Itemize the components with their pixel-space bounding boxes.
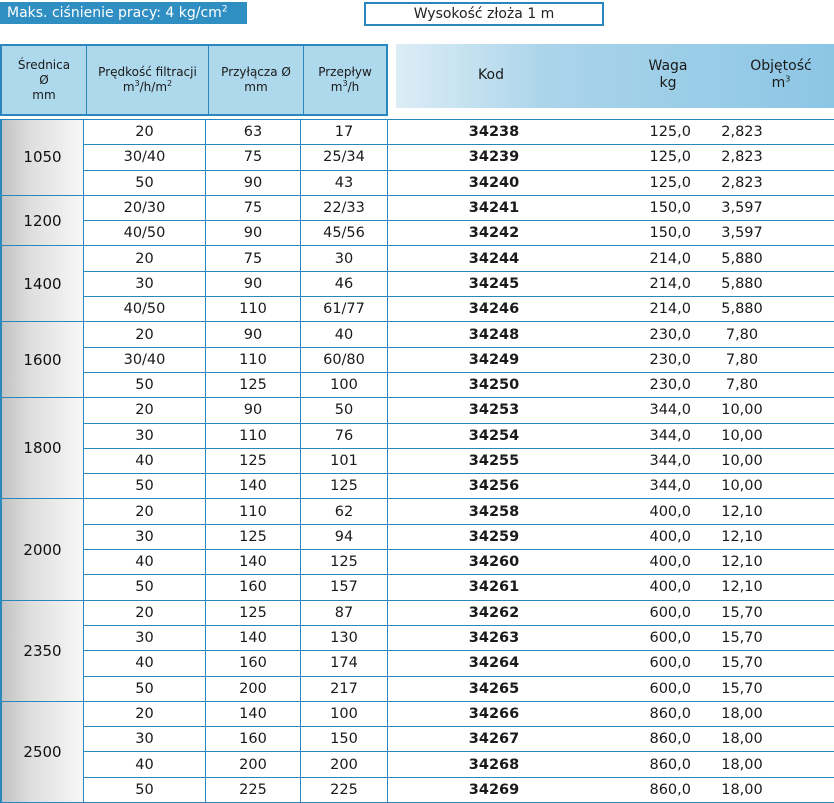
max-pressure-sup: 2 xyxy=(221,4,228,15)
weight-cell: 344,0 xyxy=(649,402,691,419)
volume-cell: 18,00 xyxy=(721,731,763,748)
code-cell: 34264 xyxy=(468,655,520,672)
table-row xyxy=(84,296,834,321)
code-cell: 34238 xyxy=(468,124,520,141)
speed-cell: 30/40 xyxy=(84,145,206,169)
table-row xyxy=(84,650,834,675)
flow-cell: 125 xyxy=(301,474,388,498)
speed-cell: 50 xyxy=(84,171,206,195)
bed-height-box: Wysokość złoża 1 m xyxy=(364,2,604,26)
code-cell: 34261 xyxy=(468,579,520,596)
flow-cell: 40 xyxy=(301,322,388,346)
connection-cell: 110 xyxy=(206,499,301,523)
table-row xyxy=(84,144,834,169)
weight-cell: 344,0 xyxy=(649,427,691,444)
max-pressure-text: Maks. ciśnienie pracy: 4 kg/cm xyxy=(7,5,222,21)
connection-cell: 125 xyxy=(206,525,301,549)
code-cell: 34250 xyxy=(468,377,520,394)
flow-cell: 50 xyxy=(301,398,388,422)
code-cell: 34267 xyxy=(468,731,520,748)
code-cell: 34269 xyxy=(468,781,520,798)
connection-cell: 160 xyxy=(206,727,301,751)
speed-cell: 50 xyxy=(84,677,206,701)
volume-cell: 3,597 xyxy=(721,225,763,242)
speed-cell: 40 xyxy=(84,752,206,776)
speed-cell: 20 xyxy=(84,398,206,422)
weight-cell: 600,0 xyxy=(649,630,691,647)
diameter-cell: 1050 xyxy=(0,120,84,195)
code-cell: 34246 xyxy=(468,301,520,318)
weight-cell: 125,0 xyxy=(649,124,691,141)
flow-cell: 150 xyxy=(301,727,388,751)
weight-cell: 214,0 xyxy=(649,250,691,267)
connection-cell: 160 xyxy=(206,575,301,599)
flow-cell: 25/34 xyxy=(301,145,388,169)
volume-cell: 10,00 xyxy=(721,402,763,419)
diameter-group xyxy=(0,397,834,498)
speed-cell: 40/50 xyxy=(84,221,206,245)
max-pressure-badge xyxy=(0,2,247,24)
weight-cell: 230,0 xyxy=(649,351,691,368)
volume-cell: 18,00 xyxy=(721,781,763,798)
weight-cell: 860,0 xyxy=(649,705,691,722)
weight-cell: 860,0 xyxy=(649,731,691,748)
col-header-przeplyw: Przepływ $m^3/h$ xyxy=(303,46,386,114)
speed-cell: 40 xyxy=(84,651,206,675)
connection-cell: 140 xyxy=(206,626,301,650)
connection-cell: 90 xyxy=(206,171,301,195)
code-cell: 34268 xyxy=(468,756,520,773)
weight-cell: 600,0 xyxy=(649,680,691,697)
code-cell: 34259 xyxy=(468,528,520,545)
speed-cell: 30 xyxy=(84,424,206,448)
table-row xyxy=(84,625,834,650)
volume-cell: 7,80 xyxy=(725,326,759,343)
connection-cell: 110 xyxy=(206,424,301,448)
table-row xyxy=(84,196,834,220)
weight-cell: 230,0 xyxy=(649,326,691,343)
table-row xyxy=(84,423,834,448)
weight-cell: 344,0 xyxy=(649,478,691,495)
code-cell: 34241 xyxy=(468,200,520,217)
volume-cell: 18,00 xyxy=(721,705,763,722)
connection-cell: 225 xyxy=(206,778,301,802)
diameter-group xyxy=(0,245,834,321)
flow-cell: 61/77 xyxy=(301,297,388,321)
flow-cell: 87 xyxy=(301,601,388,625)
code-cell: 34253 xyxy=(468,402,520,419)
diameter-cell: 1800 xyxy=(0,398,84,498)
flow-cell: 60/80 xyxy=(301,348,388,372)
volume-cell: 12,10 xyxy=(721,528,763,545)
code-cell: 34249 xyxy=(468,351,520,368)
table-row xyxy=(84,473,834,498)
diameter-cell: 1600 xyxy=(0,322,84,397)
col-header-przylacza: Przyłącza Ø mm xyxy=(208,46,303,114)
table-row xyxy=(84,398,834,422)
weight-cell: 400,0 xyxy=(649,528,691,545)
code-cell: 34239 xyxy=(468,149,520,166)
table-header-left xyxy=(0,44,388,116)
diameter-group xyxy=(0,701,834,803)
speed-cell: 40 xyxy=(84,449,206,473)
table-row xyxy=(84,601,834,625)
flow-cell: 30 xyxy=(301,246,388,270)
flow-cell: 200 xyxy=(301,752,388,776)
flow-cell: 157 xyxy=(301,575,388,599)
connection-cell: 63 xyxy=(206,120,301,144)
diameter-group xyxy=(0,119,834,195)
weight-cell: 400,0 xyxy=(649,503,691,520)
volume-cell: 10,00 xyxy=(721,453,763,469)
weight-cell: 600,0 xyxy=(649,604,691,621)
weight-cell: 214,0 xyxy=(649,301,691,318)
connection-cell: 125 xyxy=(206,449,301,473)
code-cell: 34242 xyxy=(468,225,520,242)
weight-cell: 125,0 xyxy=(649,174,691,191)
flow-cell: 217 xyxy=(301,677,388,701)
code-cell: 34265 xyxy=(468,680,520,697)
connection-cell: 125 xyxy=(206,373,301,397)
flow-cell: 22/33 xyxy=(301,196,388,220)
speed-cell: 50 xyxy=(84,575,206,599)
volume-cell: 7,80 xyxy=(725,377,759,394)
volume-cell: 10,00 xyxy=(721,478,763,495)
table-row xyxy=(84,170,834,195)
volume-cell: 15,70 xyxy=(721,604,763,621)
diameter-group xyxy=(0,321,834,397)
connection-cell: 90 xyxy=(206,221,301,245)
diameter-group xyxy=(0,195,834,246)
volume-cell: 5,880 xyxy=(721,301,763,318)
diameter-group xyxy=(0,498,834,599)
col-header-srednica: Średnica Ø mm xyxy=(17,57,71,102)
weight-cell: 400,0 xyxy=(649,579,691,596)
weight-cell: 214,0 xyxy=(649,275,691,292)
diameter-group xyxy=(0,600,834,701)
connection-cell: 140 xyxy=(206,702,301,726)
connection-cell: 90 xyxy=(206,322,301,346)
volume-cell: 5,880 xyxy=(721,275,763,292)
connection-cell: 90 xyxy=(206,272,301,296)
table-row xyxy=(84,120,834,144)
speed-cell: 20 xyxy=(84,702,206,726)
flow-cell: 125 xyxy=(301,550,388,574)
speed-cell: 50 xyxy=(84,474,206,498)
table-row xyxy=(84,448,834,473)
code-cell: 34248 xyxy=(468,326,520,343)
table-row xyxy=(84,220,834,245)
volume-cell: 3,597 xyxy=(721,200,763,217)
speed-cell: 30 xyxy=(84,626,206,650)
flow-cell: 100 xyxy=(301,702,388,726)
weight-cell: 344,0 xyxy=(649,453,691,469)
weight-cell: 860,0 xyxy=(649,781,691,798)
volume-cell: 7,80 xyxy=(725,351,759,368)
table-row xyxy=(84,726,834,751)
volume-cell: 12,10 xyxy=(721,503,763,520)
weight-cell: 400,0 xyxy=(649,554,691,571)
code-cell: 34240 xyxy=(468,174,520,191)
flow-cell: 101 xyxy=(301,449,388,473)
speed-cell: 50 xyxy=(84,778,206,802)
connection-cell: 200 xyxy=(206,677,301,701)
flow-cell: 17 xyxy=(301,120,388,144)
diameter-cell: 2350 xyxy=(0,601,84,701)
col-header-waga: Waga kg xyxy=(648,58,688,91)
speed-cell: 50 xyxy=(84,373,206,397)
flow-cell: 76 xyxy=(301,424,388,448)
col-header-kod: Kod xyxy=(478,67,504,83)
volume-cell: 2,823 xyxy=(721,149,763,166)
speed-cell: 20 xyxy=(84,322,206,346)
table-row xyxy=(84,676,834,701)
diameter-cell: 1200 xyxy=(0,196,84,246)
volume-cell: 12,10 xyxy=(721,579,763,596)
volume-cell: 5,880 xyxy=(721,250,763,267)
connection-cell: 75 xyxy=(206,246,301,270)
speed-cell: 20 xyxy=(84,601,206,625)
weight-cell: 230,0 xyxy=(649,377,691,394)
code-cell: 34255 xyxy=(468,453,520,469)
volume-cell: 12,10 xyxy=(721,554,763,571)
col-header-objetosc: Objętość $m^3$ xyxy=(750,58,812,91)
table-row xyxy=(84,322,834,346)
speed-cell: 30 xyxy=(84,272,206,296)
connection-cell: 110 xyxy=(206,348,301,372)
connection-cell: 90 xyxy=(206,398,301,422)
code-cell: 34260 xyxy=(468,554,520,571)
volume-cell: 15,70 xyxy=(721,680,763,697)
table-row xyxy=(84,702,834,726)
speed-cell: 20 xyxy=(84,120,206,144)
volume-cell: 15,70 xyxy=(721,655,763,672)
speed-cell: 20/30 xyxy=(84,196,206,220)
code-cell: 34263 xyxy=(468,630,520,647)
table-row xyxy=(84,751,834,776)
connection-cell: 200 xyxy=(206,752,301,776)
volume-cell: 15,70 xyxy=(721,630,763,647)
connection-cell: 75 xyxy=(206,196,301,220)
connection-cell: 140 xyxy=(206,550,301,574)
code-cell: 34245 xyxy=(468,275,520,292)
table-row xyxy=(84,271,834,296)
volume-cell: 2,823 xyxy=(721,174,763,191)
code-cell: 34262 xyxy=(468,604,520,621)
volume-cell: 10,00 xyxy=(721,427,763,444)
table-row xyxy=(84,372,834,397)
code-cell: 34244 xyxy=(468,250,520,267)
diameter-cell: 2000 xyxy=(0,499,84,599)
speed-cell: 30 xyxy=(84,525,206,549)
flow-cell: 45/56 xyxy=(301,221,388,245)
flow-cell: 46 xyxy=(301,272,388,296)
code-cell: 34254 xyxy=(468,427,520,444)
weight-cell: 125,0 xyxy=(649,149,691,166)
connection-cell: 75 xyxy=(206,145,301,169)
weight-cell: 600,0 xyxy=(649,655,691,672)
speed-cell: 40/50 xyxy=(84,297,206,321)
code-cell: 34258 xyxy=(468,503,520,520)
flow-cell: 94 xyxy=(301,525,388,549)
flow-cell: 174 xyxy=(301,651,388,675)
volume-cell: 2,823 xyxy=(721,124,763,141)
table-row xyxy=(84,246,834,270)
diameter-cell: 2500 xyxy=(0,702,84,802)
code-cell: 34266 xyxy=(468,705,520,722)
code-cell: 34256 xyxy=(468,478,520,495)
weight-cell: 860,0 xyxy=(649,756,691,773)
connection-cell: 160 xyxy=(206,651,301,675)
flow-cell: 100 xyxy=(301,373,388,397)
speed-cell: 30/40 xyxy=(84,348,206,372)
table-row xyxy=(84,574,834,599)
speed-cell: 30 xyxy=(84,727,206,751)
table-row xyxy=(84,524,834,549)
table-body xyxy=(0,119,834,803)
table-row xyxy=(84,347,834,372)
connection-cell: 125 xyxy=(206,601,301,625)
diameter-cell: 1400 xyxy=(0,246,84,321)
table-row xyxy=(84,777,834,802)
flow-cell: 62 xyxy=(301,499,388,523)
speed-cell: 20 xyxy=(84,499,206,523)
flow-cell: 130 xyxy=(301,626,388,650)
connection-cell: 140 xyxy=(206,474,301,498)
flow-cell: 43 xyxy=(301,171,388,195)
speed-cell: 40 xyxy=(84,550,206,574)
weight-cell: 150,0 xyxy=(649,225,691,242)
speed-cell: 20 xyxy=(84,246,206,270)
col-header-predkosc: Prędkość filtracji $m^3/h/m^2$ xyxy=(86,46,208,114)
connection-cell: 110 xyxy=(206,297,301,321)
weight-cell: 150,0 xyxy=(649,200,691,217)
table-row xyxy=(84,549,834,574)
table-row xyxy=(84,499,834,523)
volume-cell: 18,00 xyxy=(721,756,763,773)
table-header-right xyxy=(396,44,834,108)
flow-cell: 225 xyxy=(301,778,388,802)
